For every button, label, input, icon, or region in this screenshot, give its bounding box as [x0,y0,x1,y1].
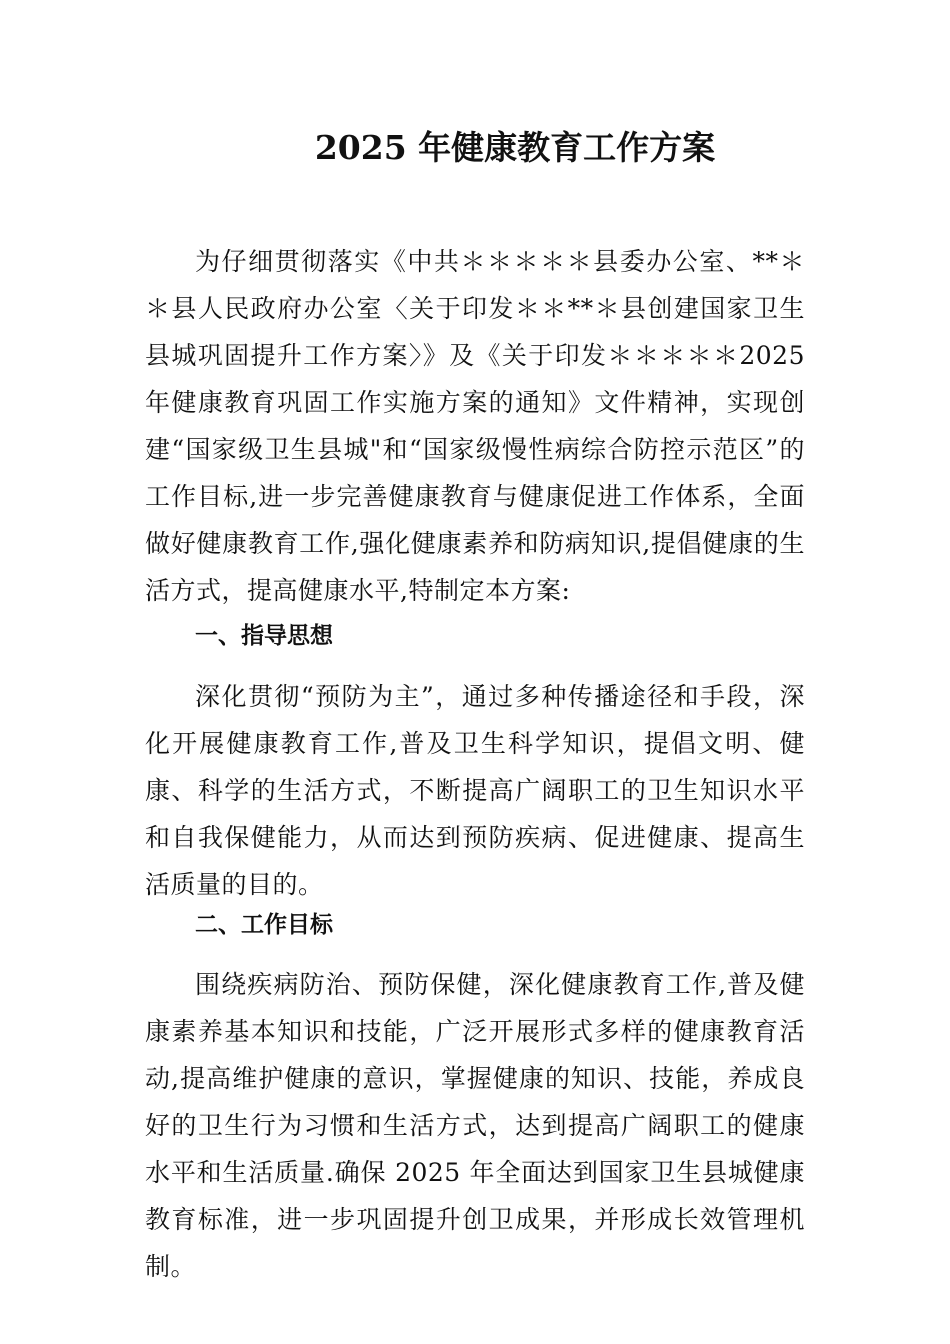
section-heading-guiding-ideology: 一、指导思想 [195,623,333,649]
section-paragraph-work-goals: 围绕疾病防治、预防保健，深化健康教育工作,普及健康素养基本知识和技能，广泛开展形式多样的健康教育活动,提高维护健康的意识，掌握健康的知识、技能，养成良好的卫生行为习惯和生活方式，达到提高广阔职工的健康水平和生活质量.确保 2025 年全面达到国家卫生县城健康教育标准，进一步巩固提升创卫成果，并形成长效管理机制。 [145,970,805,1281]
section-paragraph-guiding-ideology: 深化贯彻“预防为主”，通过多种传播途径和手段，深化开展健康教育工作,普及卫生科学知识，提倡文明、健康、科学的生活方式，不断提高广阔职工的卫生知识水平和自我保健能力，从而达到预防疾病、促进健康、提高生活质量的目的。 [145,682,805,899]
document-title: 2025 年健康教育工作方案 [314,128,716,167]
intro-paragraph: 为仔细贯彻落实《中共＊＊＊＊＊县委办公室、**＊＊县人民政府办公室〈关于印发＊＊**＊县创建国家卫生县城巩固提升工作方案〉》及《关于印发＊＊＊＊＊2025 年健康教育巩固工作实施方案的通知》文件精神，实现创建“国家级卫生县城"和“国家级慢性病综合防控示范区”的工作目标,进一步完善健康教育与健康促进工作体系，全面做好健康教育工作,强化健康素养和防病知识,提倡健康的生活方式，提高健康水平,特制定本方案: [145,247,805,605]
section-heading-work-goals: 二、工作目标 [195,912,333,938]
